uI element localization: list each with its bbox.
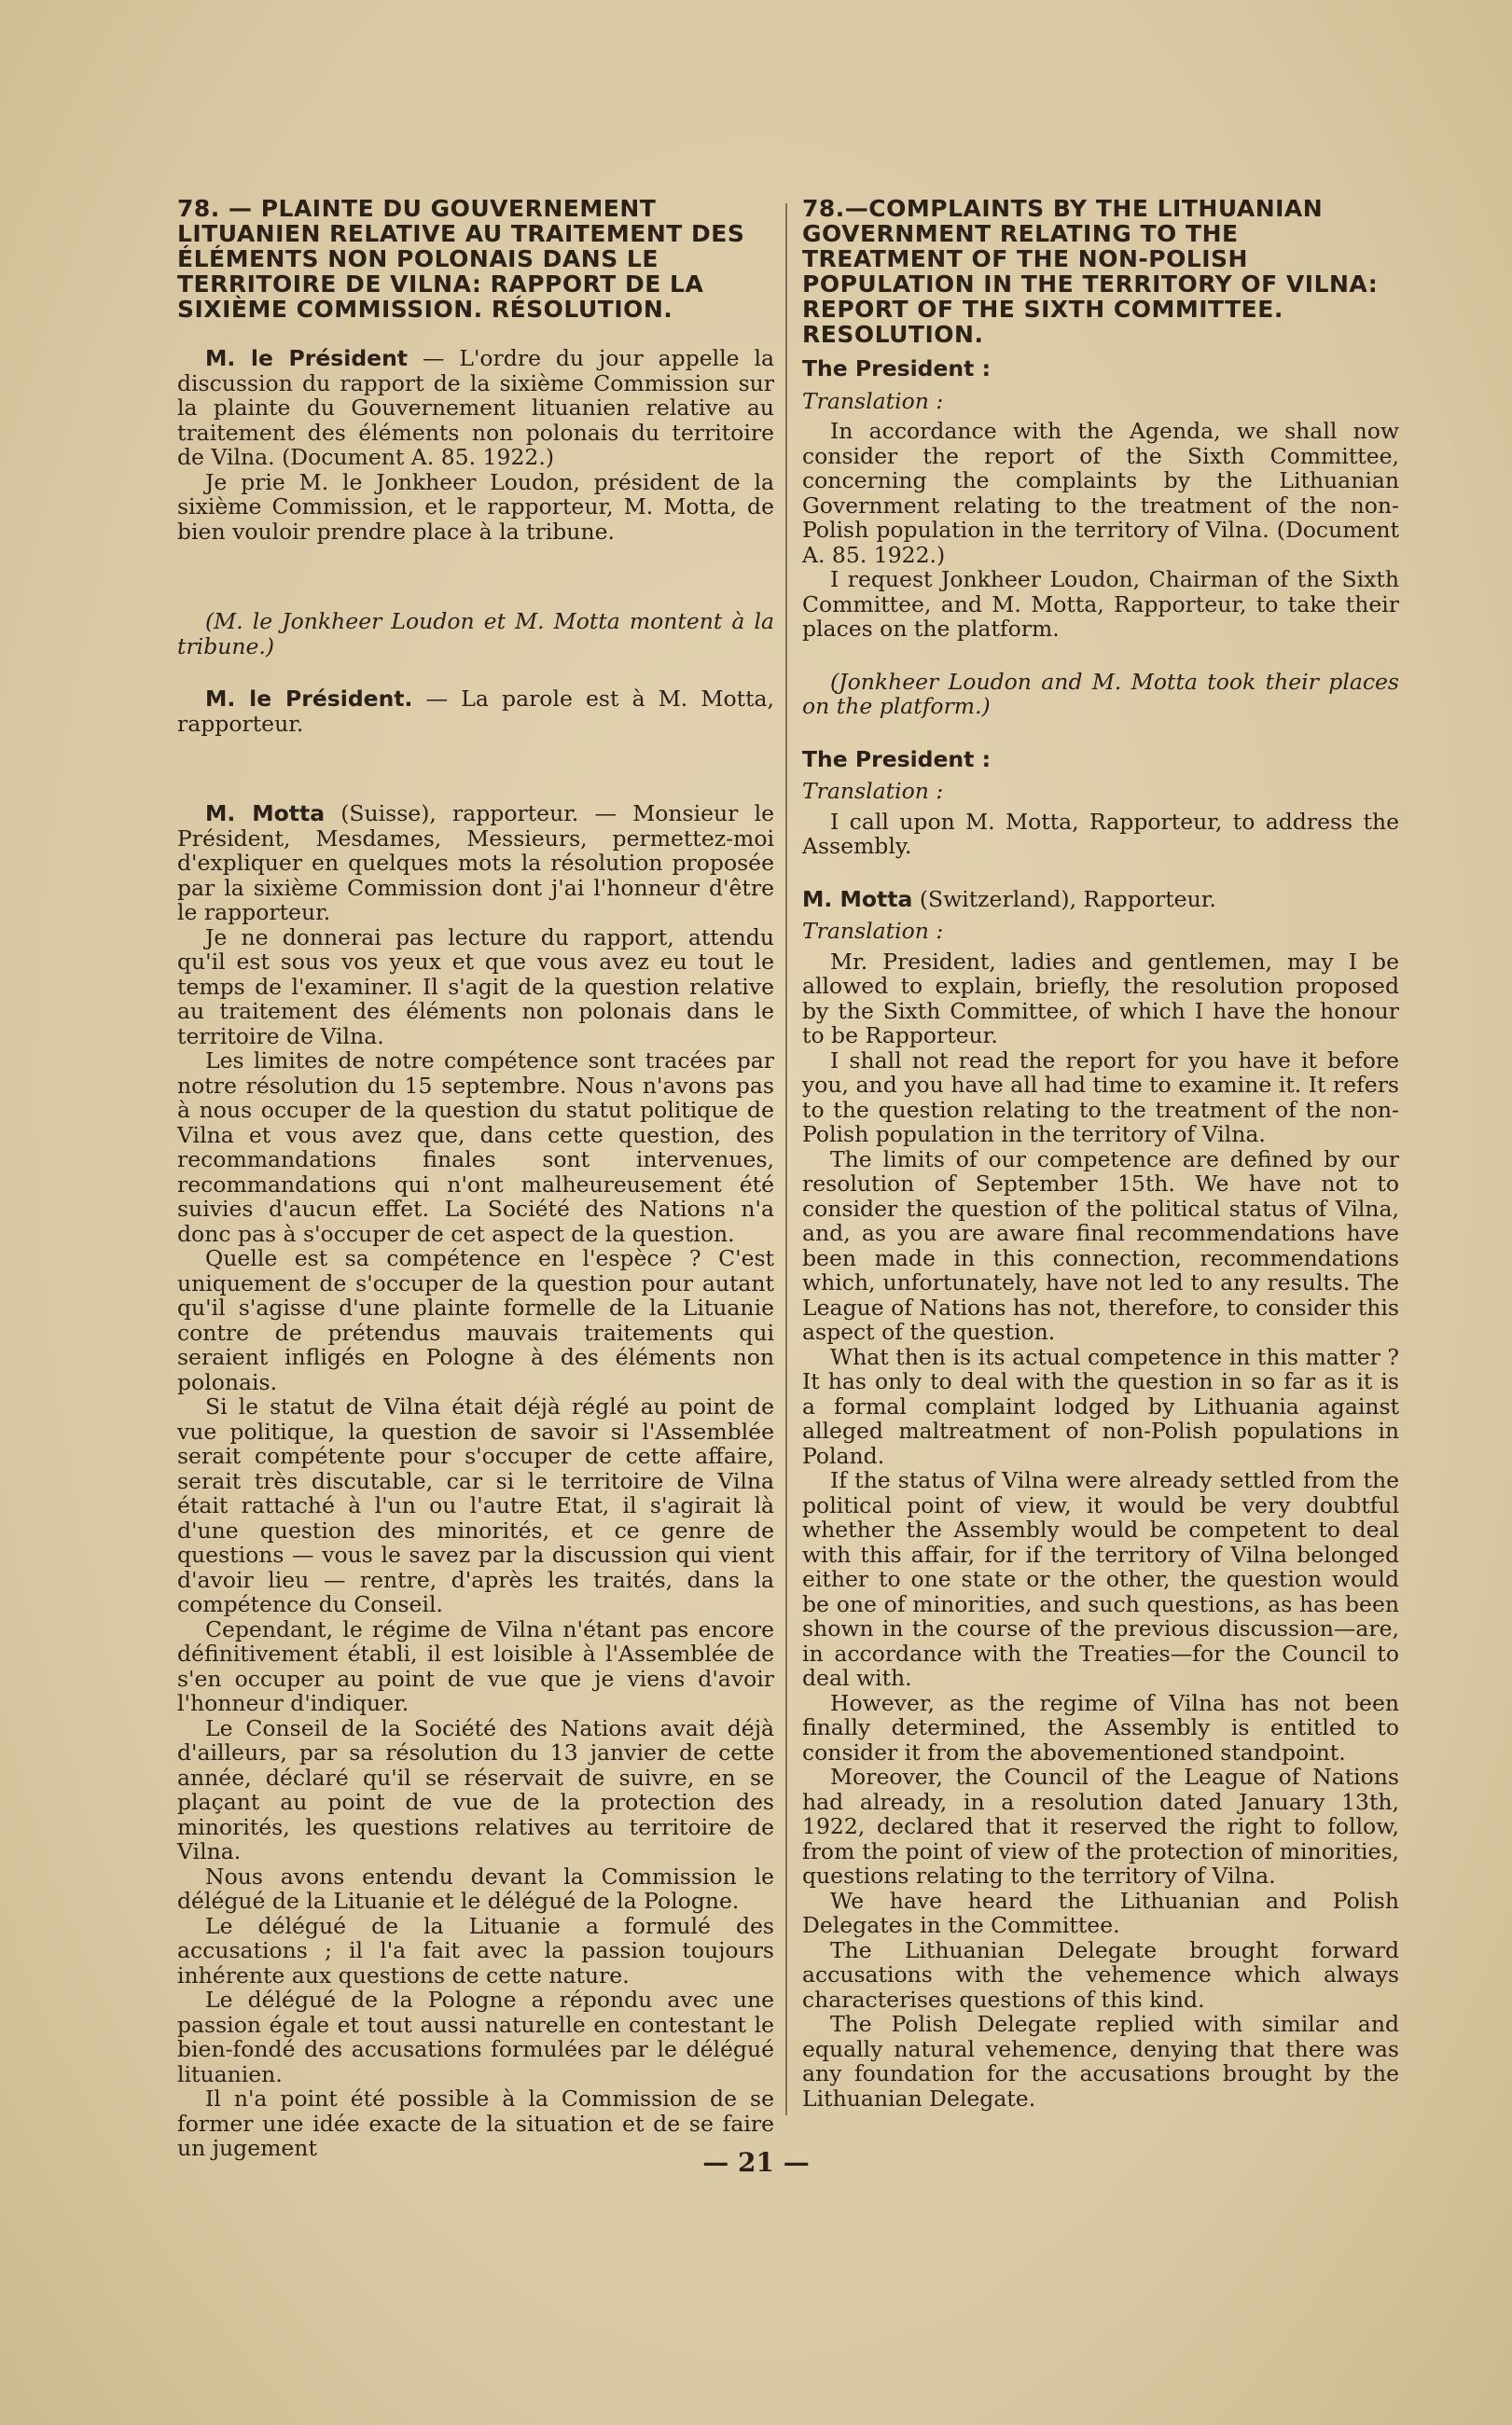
spacer (177, 736, 774, 801)
translation-label: Translation : (802, 778, 944, 804)
english-paragraph: I request Jonkheer Loudon, Chairman of the Sixth Committee, and M. Motta, Rapporteur, to take their places on the platform. (802, 566, 1399, 642)
stage-direction: (Jonkheer Loudon and M. Motta took their places on the platform.) (802, 668, 1399, 719)
speech-text: — L'ordre du jour appelle la discussion du rapport de la sixième Commission sur la plainte du Gouvernement lituanien relative au traitement des éléments non polonais du territoire de Vilna. (Document A. 85. 1922.) (177, 345, 775, 470)
french-paragraph: Si le statut de Vilna était déjà réglé au point de vue politique, la question de savoir si l'Assemblée serait compétente pour s'occuper de cette affaire, serait très discutable, car si le territoire de Vilna était rattaché à l'un ou l'autre Etat, il s'agirait là d'une question des minorités, et ce genre de questions — vous le savez par la discussion qui vient d'avoir lieu — rentre, d'après les traités, dans la compétence du Conseil. (177, 1393, 774, 1617)
page-number: — 21 — (702, 2147, 810, 2178)
speaker-name: The President : (802, 355, 991, 381)
english-paragraph: Moreover, the Council of the League of Nations had already, in a resolution dated January 13th, 1922, declared that it reserved the right to follow, from the point of view of the protection of minorities, questions relating to the territory of Vilna. (802, 1764, 1399, 1889)
french-paragraph: Quelle est sa compétence en l'espèce ? C'est uniquement de s'occuper de la question pour autant qu'il s'agisse d'une plainte formelle de la Lituanie contre de prétendus mauvais traitements qui seraient infligés en Pologne à des éléments non polonais. (177, 1245, 774, 1395)
english-paragraph: We have heard the Lithuanian and Polish Delegates in the Committee. (802, 1887, 1399, 1938)
french-paragraph: Le délégué de la Lituanie a formulé des accusations ; il l'a fait avec la passion toujours inhérente aux questions de cette nature. (177, 1912, 774, 1988)
french-paragraph: Cependant, le régime de Vilna n'étant pas encore définitivement établi, il est loisible à l'Assemblée de s'en occuper au point de vue que je viens d'avoir l'honneur d'indiquer. (177, 1615, 774, 1716)
stage-direction: (M. le Jonkheer Loudon et M. Motta montent à la tribune.) (177, 608, 774, 659)
english-paragraph: However, as the regime of Vilna has not been finally determined, the Assembly is entitled to consider it from the abovementioned standpoint. (802, 1689, 1399, 1766)
french-paragraph: Le Conseil de la Société des Nations avait déjà d'ailleurs, par sa résolution du 13 janvier de cette année, déclaré qu'il se réservait de suivre, en se plaçant au point de vue de la protection des minorités, les questions relatives au territoire de Vilna. (177, 1714, 774, 1864)
french-paragraph: Les limites de notre compétence sont tracées par notre résolution du 15 septembre. Nous n'avons pas à nous occuper de la question du statut politique de Vilna et vous avez que, dans cette question, des recommandations finales sont intervenues, recommandations qui n'ont malheureusement été suivies d'aucun effet. La Société des Nations n'a donc pas à s'occuper de cet aspect de la question. (177, 1047, 774, 1247)
french-column (177, 196, 774, 2161)
spacer (802, 859, 1399, 887)
french-paragraph: Le délégué de la Pologne a répondu avec une passion égale et tout aussi naturelle en contestant le bien-fondé des accusations formulées par le délégué lituanien. (177, 1987, 774, 2087)
french-paragraph: Je prie M. le Jonkheer Loudon, président de la sixième Commission, et le rapporteur, M. Motta, de bien vouloir prendre place à la tribune. (177, 468, 774, 545)
french-heading: 78. — PLAINTE DU GOUVERNEMENT LITUANIEN RELATIVE AU TRAITEMENT DES ÉLÉMENTS NON POLONAIS DANS LE TERRITOIRE DE VILNA: RAPPORT DE LA SIXIÈME COMMISSION. RÉSOLUTION. (177, 195, 745, 323)
spacer (177, 658, 774, 686)
english-paragraph: The Polish Delegate replied with similar and equally natural vehemence, denying that there was any foundation for the accusations brought by the Lithuanian Delegate. (802, 2011, 1399, 2112)
french-paragraph: Il n'a point été possible à la Commission de se former une idée exacte de la situation et de se faire un jugement (177, 2086, 774, 2161)
english-paragraph: What then is its actual competence in this matter ? It has only to deal with the question in so far as it is a formal complaint lodged by Lithuania against alleged maltreatment of non-Polish populations in Poland. (802, 1343, 1399, 1469)
english-paragraph: The limits of our competence are defined by our resolution of September 15th. We have not to consider the question of the political status of Vilna, and, as you are aware final recommendations have been made in this connection, recommendations which, unfortunately, have not led to any results. The League of Nations has not, therefore, to consider this aspect of the question. (802, 1145, 1399, 1345)
french-paragraph (177, 346, 774, 470)
spacer (177, 544, 774, 609)
english-paragraph: Mr. President, ladies and gentlemen, may I be allowed to explain, briefly, the resolution proposed by the Sixth Committee, of which I have the honour to be Rapporteur. (802, 948, 1399, 1048)
english-paragraph: I call upon M. Motta, Rapporteur, to address the Assembly. (802, 808, 1399, 859)
french-paragraph (177, 801, 774, 925)
speech-text: — La parole est à M. Motta, rapporteur. (177, 686, 774, 737)
speaker-name: M. Motta (802, 885, 913, 912)
translation-label: Translation : (802, 387, 944, 414)
speaker-line (802, 887, 1399, 912)
french-paragraph: Je ne donnerai pas lecture du rapport, attendu qu'il est sous vos yeux et que vous avez eu tout le temps de l'examiner. Il s'agit de la question relative au traitement des éléments non polonais dans le territoire de Vilna. (177, 923, 774, 1049)
translation-label: Translation : (802, 918, 944, 944)
speaker-name: The President : (802, 745, 991, 772)
spacer (802, 719, 1399, 747)
english-paragraph: The Lithuanian Delegate brought forward accusations with the vehemence which always characterises questions of this kind. (802, 1936, 1399, 2013)
english-paragraph: In accordance with the Agenda, we shall now consider the report of the Sixth Committee, concerning the complaints by the Lithuanian Government relating to the treatment of the non-Polish population in the territory of Vilna. (Document A. 85. 1922.) (802, 418, 1399, 568)
speaker-name: M. Motta (205, 800, 326, 826)
speaker-name: M. le Président. (205, 686, 413, 712)
column-divider (785, 203, 787, 2115)
french-paragraph: Nous avons entendu devant la Commission le délégué de la Lituanie et le délégué de la Pologne. (177, 1863, 774, 1914)
speaker-name: M. le Président (205, 345, 409, 371)
english-heading: 78.—COMPLAINTS BY THE LITHUANIAN GOVERNMENT RELATING TO THE TREATMENT OF THE NON-POLISH POPULATION IN THE TERRITORY OF VILNA: REPORT OF THE SIXTH COMMITTEE. RESOLUTION. (802, 195, 1379, 348)
english-column (802, 196, 1399, 2111)
speaker-role: (Switzerland), Rapporteur. (912, 885, 1216, 912)
french-paragraph (177, 686, 774, 736)
english-paragraph: I shall not read the report for you have it before you, and you have all had time to examine it. It refers to the question relating to the treatment of the non-Polish population in the territory of Vilna. (802, 1046, 1399, 1147)
english-paragraph: If the status of Vilna were already settled from the political point of view, it would be very doubtful whether the Assembly would be competent to deal with this affair, for if the territory of Vilna belonged either to one state or the other, the question would be one of minorities, and such questions, as has been shown in the course of the previous discussion—are, in accordance with the Treaties—for the Council to deal with. (802, 1467, 1399, 1691)
spacer (802, 642, 1399, 670)
speech-text: (Suisse), rapporteur. — Monsieur le Président, Mesdames, Messieurs, permettez-moi d'expliquer en quelques mots la résolution proposée par la sixième Commission dont j'ai l'honneur d'être le rapporteur. (177, 800, 774, 925)
